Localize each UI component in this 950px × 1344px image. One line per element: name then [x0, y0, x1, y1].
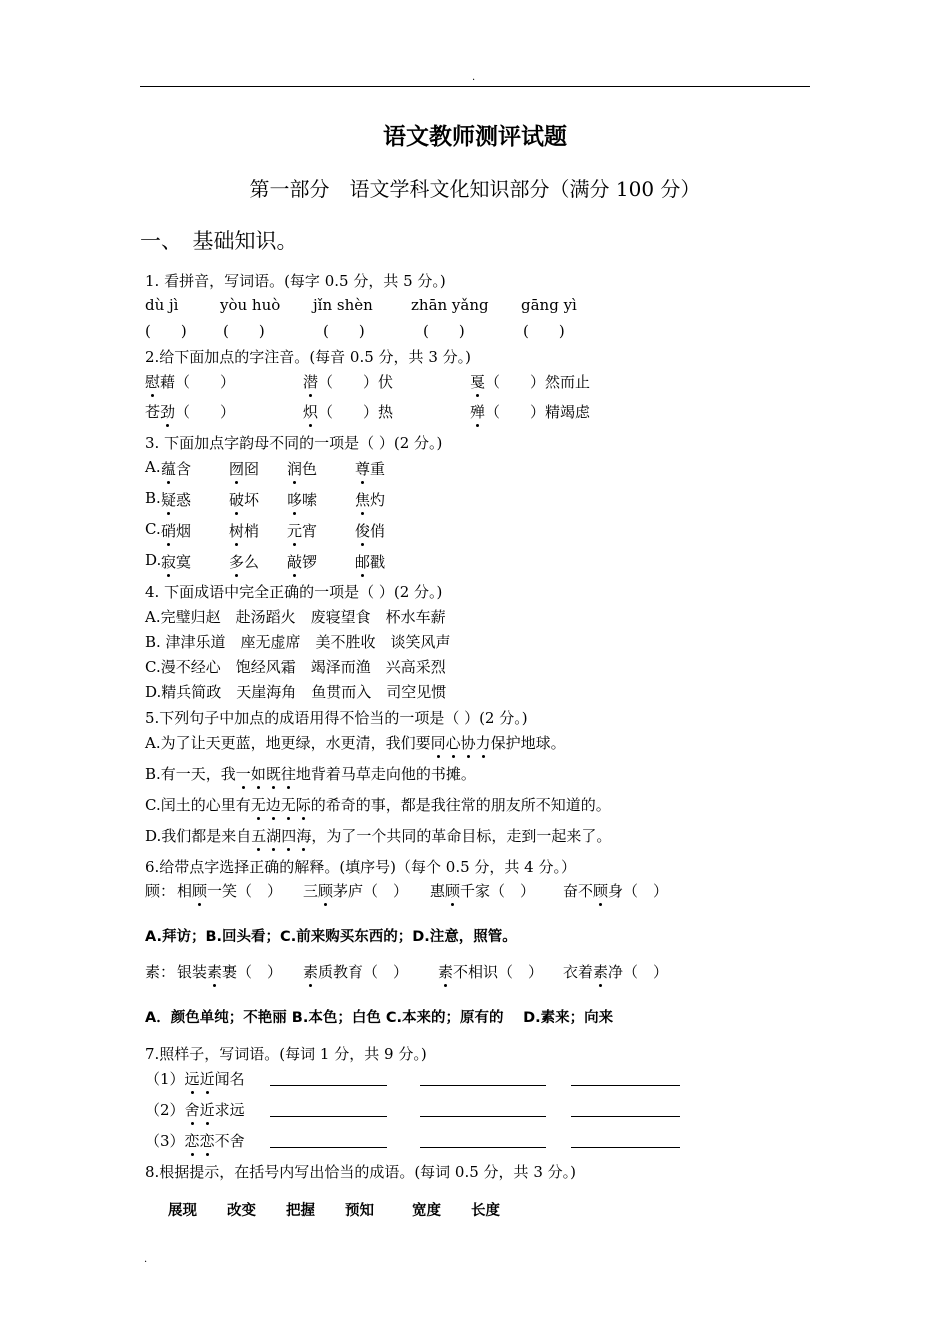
q8-word: 展现	[168, 1203, 197, 1219]
q7-answer-line[interactable]	[420, 1085, 546, 1086]
answer-paren-4[interactable]: ( )	[423, 322, 465, 340]
q3-word: 破坏	[229, 491, 260, 509]
pinyin-5: gāng yì	[521, 296, 577, 314]
answer-paren-1[interactable]: ( )	[145, 322, 187, 340]
q5-option-a: A.为了让天更蓝，地更绿，水更清，我们要同心协力保护地球。	[145, 734, 566, 752]
answer-paren-3[interactable]: ( )	[323, 322, 365, 340]
q7-item-3: （3）恋恋不舍	[145, 1132, 245, 1150]
q5-option-c: C.闰土的心里有无边无际的希奇的事，都是我往常的朋友所不知道的。	[145, 796, 611, 814]
q3-word: 哆嗦	[287, 491, 318, 509]
footer-mark: .	[144, 1254, 148, 1265]
q8-word: 长度	[471, 1203, 500, 1219]
q5-option-d: D.我们都是来自五湖四海，为了一个共同的革命目标，走到一起来了。	[145, 827, 612, 845]
option-label: A.	[145, 458, 161, 476]
q6-item: 相顾一笑（ ）	[177, 882, 283, 900]
q3-option	[145, 458, 386, 478]
q3-option	[145, 489, 386, 509]
q8-word: 预知	[345, 1203, 374, 1219]
q7-answer-line[interactable]	[270, 1085, 387, 1086]
q8-word: 宽度	[412, 1203, 441, 1219]
q6-su-row	[145, 961, 669, 982]
pinyin-4: zhān yǎng	[411, 296, 489, 314]
q2-item: 潜（ ）伏	[303, 373, 394, 391]
q3-word: 寂寞	[161, 553, 192, 571]
q2-item: 苍劲（ ）	[145, 403, 236, 421]
q4-option-a: A.完璧归赵 赴汤蹈火 废寝望食 杯水车薪	[145, 608, 446, 626]
q7-answer-line[interactable]	[420, 1116, 546, 1117]
option-label: D.	[145, 551, 162, 569]
header-rule	[140, 86, 810, 87]
q6-su-answers: A．颜色单纯；不艳丽 B.本色；白色 C.本来的；原有的 D.素来；向来	[145, 1010, 614, 1026]
q3-word: 尊重	[355, 460, 386, 478]
q1-prompt: 1. 看拼音，写词语。(每字 0.5 分，共 5 分。)	[145, 272, 446, 290]
q3-option	[145, 520, 386, 540]
q6-su-label: 素：	[145, 963, 176, 981]
q7-answer-line[interactable]	[571, 1085, 680, 1086]
answer-paren-5[interactable]: ( )	[523, 322, 565, 340]
q4-option-d: D.精兵简政 天崖海角 鱼贯而入 司空见惯	[145, 683, 447, 701]
q6-item: 惠顾千家（ ）	[430, 882, 536, 900]
q3-word: 疑惑	[161, 491, 192, 509]
q3-word: 俊俏	[355, 522, 386, 540]
q4-option-b: B. 津津乐道 座无虚席 美不胜收 谈笑风声	[145, 633, 451, 651]
q3-word: 多么	[229, 553, 260, 571]
option-label: B.	[145, 489, 161, 507]
q6-item: 衣着素净（ ）	[563, 963, 669, 981]
q6-gu-answers: A.拜访；B.回头看；C.前来购买东西的；D.注意，照管。	[145, 929, 517, 945]
q7-answer-line[interactable]	[571, 1116, 680, 1117]
q3-word: 敲锣	[287, 553, 318, 571]
q3-word: 润色	[287, 460, 318, 478]
q6-prompt: 6.给带点字选择正确的解释。(填序号)（每个 0.5 分，共 4 分。）	[145, 858, 576, 876]
q3-word: 囫囵	[229, 460, 260, 478]
page-subtitle: 第一部分 语文学科文化知识部分（满分 100 分）	[249, 177, 701, 201]
q4-option-c: C.漫不经心 饱经风霜 竭泽而渔 兴高采烈	[145, 658, 446, 676]
q4-prompt: 4. 下面成语中完全正确的一项是（ ）(2 分。)	[145, 583, 443, 601]
q3-word: 硝烟	[161, 522, 192, 540]
q3-word: 元宵	[287, 522, 318, 540]
q2-item: 殚（ ）精竭虑	[470, 403, 591, 421]
q5-option-b: B.有一天，我一如既往地背着马草走向他的书摊。	[145, 765, 476, 783]
q6-item: 素不相识（ ）	[438, 963, 544, 981]
pinyin-2: yòu huò	[220, 296, 281, 314]
q6-gu-label: 顾：	[145, 882, 176, 900]
q2-item: 炽（ ）热	[303, 403, 394, 421]
q2-prompt: 2.给下面加点的字注音。(每音 0.5 分，共 3 分。)	[145, 348, 471, 366]
section-heading: 一、 基础知识。	[140, 229, 298, 253]
header-mark: .	[472, 72, 476, 83]
q7-answer-line[interactable]	[270, 1116, 387, 1117]
q6-item: 三顾茅庐（ ）	[303, 882, 409, 900]
q2-item: 慰藉（ ）	[145, 373, 236, 391]
q3-prompt: 3. 下面加点字韵母不同的一项是（ ）(2 分。)	[145, 434, 443, 452]
q6-gu-row	[145, 880, 669, 901]
q7-prompt: 7.照样子，写词语。(每词 1 分，共 9 分。)	[145, 1045, 427, 1063]
q3-word: 树梢	[229, 522, 260, 540]
q7-answer-line[interactable]	[571, 1147, 680, 1148]
option-label: C.	[145, 520, 161, 538]
q8-prompt: 8.根据提示，在括号内写出恰当的成语。(每词 0.5 分，共 3 分。)	[145, 1163, 576, 1181]
q3-word: 焦灼	[355, 491, 386, 509]
answer-paren-2[interactable]: ( )	[223, 322, 265, 340]
q6-item: 银装素裹（ ）	[177, 963, 283, 981]
q6-item: 奋不顾身（ ）	[563, 882, 669, 900]
q8-word: 改变	[227, 1203, 256, 1219]
q7-item-1: （1）远近闻名	[145, 1070, 245, 1088]
pinyin-1: dù jì	[145, 296, 179, 314]
q3-option	[145, 551, 386, 571]
q2-item: 戛（ ）然而止	[470, 373, 591, 391]
q8-word: 把握	[286, 1203, 315, 1219]
q7-answer-line[interactable]	[270, 1147, 387, 1148]
q3-word: 邮戳	[355, 553, 386, 571]
q6-item: 素质教育（ ）	[303, 963, 409, 981]
q7-item-2: （2）舍近求远	[145, 1101, 245, 1119]
q7-answer-line[interactable]	[420, 1147, 546, 1148]
pinyin-3: jǐn shèn	[313, 296, 373, 314]
q5-prompt: 5.下列句子中加点的成语用得不恰当的一项是（ ）(2 分。)	[145, 709, 528, 727]
q3-word: 蕴含	[161, 460, 192, 478]
page-title: 语文教师测评试题	[383, 123, 567, 150]
